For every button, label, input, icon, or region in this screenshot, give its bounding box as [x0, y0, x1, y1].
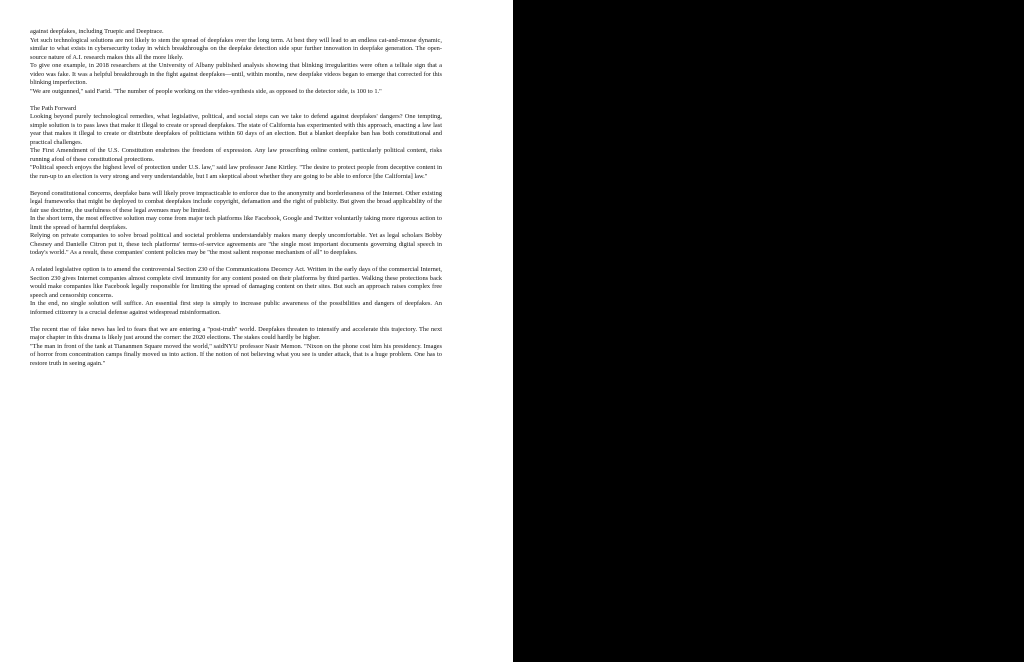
- paragraph: against deepfakes, including Truepic and Deeptrace.: [30, 28, 164, 35]
- paragraph: In the end, no single solution will suffice. An essential first step is simply to increase public awareness of the possibilities and dangers of deepfakes. An informed citizenry is a crucial defense against widespread misinformation.: [30, 300, 442, 316]
- paragraph: Looking beyond purely technological remedies, what legislative, political, and social steps can we take to defend against deepfakes' dangers? One tempting, simple solution is to pass laws that make it illegal to create or spread deepfakes. The state of California has experimented with this approach, enacting a law last year that makes it illegal to create or distribute deepfakes of politicians within 60 days of an election. But a blanket deepfake ban has both constitutional and practical challenges.: [30, 113, 442, 146]
- article-body: [30, 28, 442, 368]
- paragraph: The First Amendment of the U.S. Constitution enshrines the freedom of expression. Any law proscribing online content, particularly political content, risks running afoul of these constitutional protections.: [30, 147, 442, 163]
- paragraph: "Political speech enjoys the highest level of protection under U.S. law," said law professor Jane Kirtley. "The desire to protect people from deceptive content in the run-up to an election is very strong and very understandable, but I am skeptical about whether they are going to be able to enforce [the California] law.": [30, 164, 442, 180]
- paragraph: Beyond constitutional concerns, deepfake bans will likely prove impracticable to enforce due to the anonymity and borderlessness of the Internet. Other existing legal frameworks that might be deployed to combat deepfakes include copyright, defamation and the right of publicity. But given the broad applicability of the fair use doctrine, the usefulness of these legal avenues may be limited.: [30, 189, 442, 214]
- blank-dark-pane: [513, 0, 1024, 662]
- paragraph: A related legislative option is to amend the controversial Section 230 of the Communications Decency Act. Written in the early days of the commercial Internet, Section 230 gives Internet companies almost complete civil immunity for any content posted on their platforms by third parties. Walking these protections back would make companies like Facebook legally responsible for limiting the spread of damaging content on their sites. But such an approach raises complex free speech and censorship concerns.: [30, 266, 442, 299]
- paragraph: The recent rise of fake news has led to fears that we are entering a "post-truth" world. Deepfakes threaten to intensify and accelerate this trajectory. The next major chapter in this drama is likely just around the corner: the 2020 elections. The stakes could hardly be higher.: [30, 325, 442, 341]
- paragraph: To give one example, in 2018 researchers at the University of Albany published analysis showing that blinking irregularities were often a telltale sign that a video was fake. It was a helpful breakthrough in the fight against deepfakes—until, within months, new deepfake videos began to emerge that corrected for this blinking imperfection.: [30, 62, 442, 86]
- paragraph: "We are outgunned," said Farid. "The number of people working on the video-synthesis side, as opposed to the detector side, is 100 to 1.": [30, 87, 382, 95]
- section-heading: The Path Forward: [30, 104, 77, 112]
- paragraph: In the short term, the most effective solution may come from major tech platforms like Facebook, Google and Twitter voluntarily taking more rigorous action to limit the spread of harmful deepfakes.: [30, 215, 442, 231]
- paragraph: Yet such technological solutions are not likely to stem the spread of deepfakes over the long term. At best they will lead to an endless cat-and-mouse dynamic, similar to what exists in cybersecurity today in which breakthroughs on the deepfake detection side spur further innovation in deepfake generation. The open-source nature of A.I. research makes this all the more likely.: [30, 36, 442, 61]
- paragraph: Relying on private companies to solve broad political and societal problems understandably makes many deeply uncomfortable. Yet as legal scholars Bobby Chesney and Danielle Citron put it, these tech platforms' terms-of-service agreements are "the single most important documents governing digital speech in today's world." As a result, these companies' content policies may be "the most salient response mechanism of all" to deepfakes.: [30, 232, 442, 256]
- paragraph: "The man in front of the tank at Tiananmen Square moved the world," saidNYU professor Nasir Memon. "Nixon on the phone cost him his presidency. Images of horror from concentration camps finally moved us into action. If the notion of not believing what you see is under attack, that is a huge problem. One has to restore truth in seeing again.": [30, 342, 442, 367]
